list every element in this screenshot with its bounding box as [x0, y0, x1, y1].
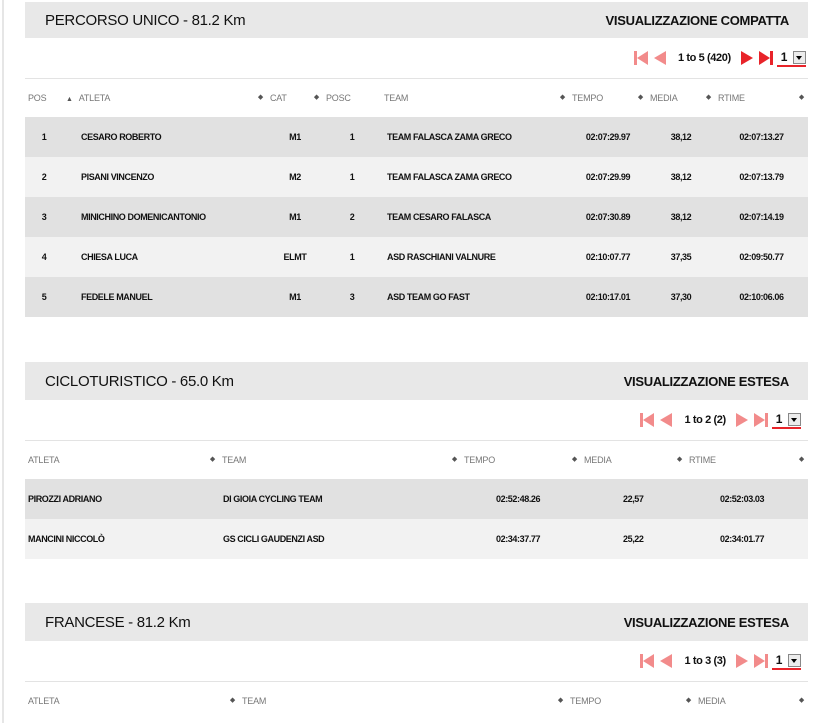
- next-page-icon[interactable]: [739, 50, 755, 66]
- section-header: [25, 603, 808, 641]
- pagination: [25, 38, 808, 78]
- cell-media: 25,22: [623, 533, 644, 544]
- pagination: [25, 641, 808, 681]
- sort-both-icon[interactable]: ◆: [798, 93, 804, 101]
- pagination: [25, 400, 808, 440]
- cell-atleta: MANCINI NICCOLÒ: [28, 533, 105, 544]
- cell-cat: M1: [289, 131, 301, 142]
- first-page-icon[interactable]: [639, 653, 655, 669]
- sort-both-icon[interactable]: ◆: [798, 455, 804, 463]
- table-row[interactable]: [25, 479, 808, 519]
- table-row[interactable]: [25, 197, 808, 237]
- sort-both-icon[interactable]: ◆: [676, 455, 682, 463]
- col-header-media[interactable]: MEDIA ◆: [698, 695, 804, 706]
- chevron-down-icon[interactable]: [793, 51, 806, 64]
- col-header-atleta[interactable]: ATLETA ◆: [28, 695, 235, 706]
- col-header-tempo[interactable]: TEMPO ◆: [464, 454, 577, 465]
- cell-atleta: PISANI VINCENZO: [81, 171, 155, 182]
- cell-rtime: 02:10:06.06: [739, 291, 784, 302]
- cell-atleta: PIROZZI ADRIANO: [28, 493, 102, 504]
- col-header-team[interactable]: TEAM ◆: [222, 454, 457, 465]
- cell-team: ASD RASCHIANI VALNURE: [387, 251, 496, 262]
- cell-team: TEAM FALASCA ZAMA GRECO: [387, 131, 512, 142]
- cell-tempo: 02:10:07.77: [585, 251, 631, 262]
- cell-team: TEAM FALASCA ZAMA GRECO: [387, 171, 512, 182]
- col-header-cat[interactable]: CAT ◆: [270, 92, 319, 103]
- page-select[interactable]: [777, 50, 806, 67]
- sort-both-icon[interactable]: ◆: [451, 455, 457, 463]
- cell-posc: 2: [349, 211, 355, 222]
- sort-both-icon[interactable]: ◆: [571, 455, 577, 463]
- col-header-tempo[interactable]: TEMPO ◆: [572, 92, 643, 103]
- cell-media: 38,12: [670, 211, 692, 222]
- cell-pos: 3: [41, 211, 47, 222]
- col-header-atleta[interactable]: ▲ ATLETA ◆: [66, 92, 263, 103]
- cell-team: GS CICLI GAUDENZI ASD: [223, 533, 325, 544]
- cell-atleta: CHIESA LUCA: [81, 251, 138, 262]
- sort-both-icon[interactable]: ◆: [798, 696, 804, 704]
- cell-atleta: FEDELE MANUEL: [81, 291, 153, 302]
- cell-atleta: CESARO ROBERTO: [81, 131, 162, 142]
- table-header-row: [25, 682, 808, 720]
- sort-both-icon[interactable]: ◆: [685, 696, 691, 704]
- cell-cat: M2: [289, 171, 301, 182]
- cell-team: ASD TEAM GO FAST: [387, 291, 470, 302]
- page-select[interactable]: [772, 653, 801, 670]
- cell-atleta: MINICHINO DOMENICANTONIO: [81, 211, 206, 222]
- sort-both-icon[interactable]: ◆: [705, 93, 711, 101]
- last-page-icon[interactable]: [758, 50, 774, 66]
- cell-cat: M1: [289, 291, 301, 302]
- first-page-icon[interactable]: [633, 50, 649, 66]
- cell-tempo: 02:10:17.01: [585, 291, 631, 302]
- page-select-value: 1: [775, 653, 782, 667]
- sort-both-icon[interactable]: ◆: [313, 93, 319, 101]
- cell-media: 37,35: [670, 251, 692, 262]
- col-header-rtime[interactable]: RTIME ◆: [689, 454, 804, 465]
- section-percorso-unico: [25, 2, 808, 317]
- cell-media: 38,12: [670, 131, 692, 142]
- prev-page-icon[interactable]: [658, 412, 674, 428]
- first-page-icon[interactable]: [639, 412, 655, 428]
- col-header-pos[interactable]: POS: [28, 92, 47, 103]
- table-row[interactable]: [25, 157, 808, 197]
- section-title: PERCORSO UNICO - 81.2 Km: [45, 11, 246, 29]
- col-header-team[interactable]: TEAM ◆: [242, 695, 563, 706]
- next-page-icon[interactable]: [734, 653, 750, 669]
- cell-posc: 3: [349, 291, 355, 302]
- page-select[interactable]: [772, 412, 801, 429]
- cell-media: 37,30: [670, 291, 692, 302]
- cell-posc: 1: [349, 131, 355, 142]
- cell-rtime: 02:34:01.77: [720, 533, 765, 544]
- last-page-icon[interactable]: [753, 653, 769, 669]
- page-select-value: 1: [780, 50, 787, 64]
- cell-rtime: 02:09:50.77: [739, 251, 784, 262]
- section-header: [25, 2, 808, 38]
- col-header-posc[interactable]: POSC: [326, 92, 351, 103]
- col-header-media[interactable]: MEDIA ◆: [650, 92, 711, 103]
- col-header-atleta[interactable]: ATLETA ◆: [28, 454, 215, 465]
- cell-tempo: 02:52:48.26: [496, 493, 541, 504]
- sort-both-icon[interactable]: ◆: [257, 93, 263, 101]
- table-header-row: [25, 79, 808, 117]
- sort-both-icon[interactable]: ◆: [229, 696, 235, 704]
- cell-pos: 1: [41, 131, 47, 142]
- cell-tempo: 02:34:37.77: [496, 533, 541, 544]
- sort-both-icon[interactable]: ◆: [637, 93, 643, 101]
- table-row[interactable]: [25, 277, 808, 317]
- results-table: [25, 78, 808, 317]
- col-header-team[interactable]: TEAM ◆: [384, 92, 565, 103]
- sort-up-icon[interactable]: ▲: [66, 95, 73, 103]
- cell-rtime: 02:07:14.19: [739, 211, 784, 222]
- page-select-value: 1: [775, 412, 782, 426]
- sort-both-icon[interactable]: ◆: [209, 455, 215, 463]
- section-title: FRANCESE - 81.2 Km: [45, 613, 191, 631]
- table-row[interactable]: [25, 519, 808, 559]
- section-cicloturistico: [25, 362, 808, 559]
- col-header-media[interactable]: MEDIA ◆: [584, 454, 682, 465]
- cell-rtime: 02:07:13.27: [739, 131, 784, 142]
- sort-both-icon[interactable]: ◆: [559, 93, 565, 101]
- cell-pos: 5: [41, 291, 47, 302]
- table-header-row: [25, 441, 808, 479]
- prev-page-icon[interactable]: [652, 50, 668, 66]
- cell-media: 22,57: [623, 493, 644, 504]
- page-info: 1 to 3 (3): [684, 655, 726, 667]
- results-table: [25, 681, 808, 720]
- cell-cat: M1: [289, 211, 301, 222]
- cell-cat: ELMT: [283, 251, 307, 262]
- col-header-rtime[interactable]: RTIME ◆: [718, 92, 804, 103]
- cell-pos: 2: [41, 171, 47, 182]
- cell-pos: 4: [41, 251, 47, 262]
- table-row[interactable]: [25, 117, 808, 157]
- next-page-icon[interactable]: [734, 412, 750, 428]
- page-info: 1 to 2 (2): [684, 414, 726, 426]
- cell-team: TEAM CESARO FALASCA: [387, 211, 491, 222]
- section-header: [25, 362, 808, 400]
- chevron-down-icon[interactable]: [788, 654, 801, 667]
- page-info: 1 to 5 (420): [678, 52, 731, 64]
- cell-tempo: 02:07:30.89: [585, 211, 631, 222]
- prev-page-icon[interactable]: [658, 653, 674, 669]
- section-title: CICLOTURISTICO - 65.0 Km: [45, 372, 234, 390]
- section-francese: [25, 603, 808, 720]
- cell-team: DI GIOIA CYCLING TEAM: [223, 493, 323, 504]
- cell-posc: 1: [349, 251, 355, 262]
- view-mode-toggle[interactable]: VISUALIZZAZIONE ESTESA: [623, 373, 789, 389]
- chevron-down-icon[interactable]: [788, 413, 801, 426]
- view-mode-toggle[interactable]: VISUALIZZAZIONE ESTESA: [623, 614, 789, 630]
- results-table: [25, 440, 808, 559]
- cell-rtime: 02:52:03.03: [720, 493, 765, 504]
- left-border: [2, 0, 4, 723]
- cell-posc: 1: [349, 171, 355, 182]
- cell-tempo: 02:07:29.99: [585, 171, 631, 182]
- table-row[interactable]: [25, 237, 808, 277]
- last-page-icon[interactable]: [753, 412, 769, 428]
- cell-media: 38,12: [670, 171, 692, 182]
- col-header-tempo[interactable]: TEMPO ◆: [570, 695, 691, 706]
- sort-both-icon[interactable]: ◆: [557, 696, 563, 704]
- view-mode-toggle[interactable]: VISUALIZZAZIONE COMPATTA: [605, 12, 789, 28]
- cell-tempo: 02:07:29.97: [585, 131, 631, 142]
- cell-rtime: 02:07:13.79: [739, 171, 784, 182]
